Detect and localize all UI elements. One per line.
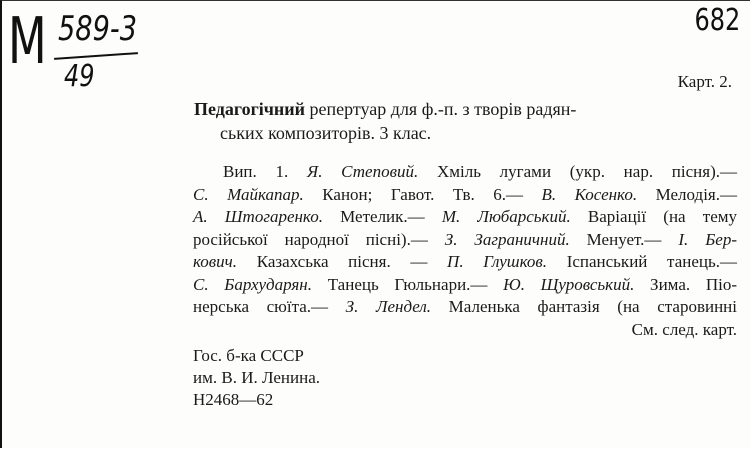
work-title-text: Зима. Піо- <box>634 274 737 294</box>
contents-line <box>193 229 737 252</box>
composer-name: М. Любарський. <box>441 207 571 226</box>
work-title-text: Іспанський танець.— <box>547 252 737 271</box>
composer-name: Ю. Щуровський. <box>503 274 635 294</box>
composer-name: кович. <box>193 252 238 271</box>
handwritten-shelfmark-bottom: 49 <box>64 59 95 94</box>
library-line-1: Гос. б-ка СССР <box>193 346 304 365</box>
handwritten-card-id: 682 <box>694 3 740 38</box>
contents-line <box>193 319 737 342</box>
contents-list <box>193 161 737 341</box>
work-title-text: Канон; Гавот. Тв. 6.— <box>303 184 542 204</box>
card-number: Карт. 2. <box>677 72 732 91</box>
contents-line <box>193 161 737 184</box>
library-stamp <box>193 345 320 411</box>
composer-name: С. Майкапар. <box>193 184 304 204</box>
composer-name: В. Косенко. <box>541 184 638 204</box>
library-line-2: им. В. И. Ленина. <box>193 368 321 387</box>
work-title-text: Мелодія.— <box>637 184 737 204</box>
composer-name: З. Лендел. <box>345 297 432 316</box>
contents-line <box>193 296 737 319</box>
contents-line <box>193 184 737 207</box>
contents-line <box>193 251 737 274</box>
work-title-text: См. след. карт. <box>631 319 737 339</box>
title-line2: ських композиторів. 3 клас. <box>220 123 432 143</box>
contents-line <box>193 274 737 297</box>
handwritten-shelfmark-top: 589-3 <box>58 9 138 49</box>
work-title-text: Маленька фантазія (на старовинні <box>431 297 737 316</box>
composer-name: Я. Степовий. <box>307 162 419 181</box>
work-title-text: Варіації (на тему <box>570 207 737 226</box>
composer-name: З. Заграничний. <box>444 229 570 249</box>
composer-name: А. Штогаренко. <box>193 207 323 226</box>
title-rest: репертуар для ф.-п. з творів радян- <box>309 99 577 119</box>
composer-name: І. Бер- <box>678 229 737 249</box>
work-title-text: Танець Гюльнари.— <box>312 274 504 294</box>
work-title-text: Вип. 1. <box>223 162 308 181</box>
handwritten-letter: М <box>8 5 46 79</box>
work-title-text: нерська сюїта.— <box>193 297 346 316</box>
library-line-3: Н2468—62 <box>193 390 274 409</box>
work-title-text: російської народної пісні).— <box>193 229 445 249</box>
title-bold: Педагогічний <box>194 99 306 119</box>
work-title-text: Казахська пісня. — <box>237 252 448 271</box>
composer-name: С. Бархударян. <box>193 274 312 294</box>
work-title-text: Метелик.— <box>322 207 442 226</box>
contents-line <box>193 206 737 229</box>
work-title-text: Менует.— <box>569 229 679 249</box>
card-title <box>194 97 734 145</box>
work-title-text: Хміль лугами (укр. нар. пісня).— <box>418 162 737 181</box>
composer-name: П. Глушков. <box>447 252 548 271</box>
